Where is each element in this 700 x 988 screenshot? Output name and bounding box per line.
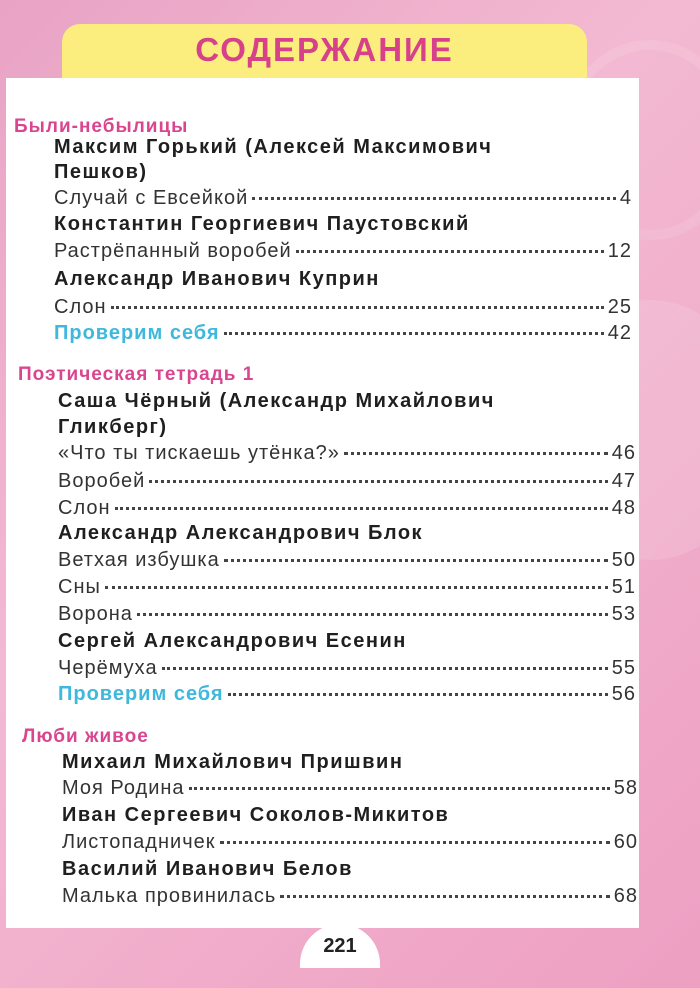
entry-page-number: 53	[611, 603, 636, 625]
dot-leader	[137, 613, 608, 616]
entry-title: Слон	[58, 497, 111, 519]
author-name: Константин Георгиевич Паустовский	[54, 213, 470, 235]
toc-entry[interactable]	[54, 296, 632, 319]
dot-leader	[105, 586, 608, 589]
page-title: СОДЕРЖАНИЕ	[195, 31, 454, 68]
entry-title: Малька провинилась	[62, 885, 277, 907]
toc-entry[interactable]	[62, 831, 638, 854]
dot-leader	[189, 787, 610, 790]
author-name: Иван Сергеевич Соколов-Микитов	[62, 804, 450, 826]
toc-entry[interactable]	[58, 470, 636, 493]
entry-title: Воробей	[58, 470, 146, 492]
dot-leader	[115, 507, 608, 510]
entry-page-number: 55	[611, 657, 636, 679]
toc-entry[interactable]	[58, 603, 636, 626]
entry-title: «Что ты тискаешь утёнка?»	[58, 442, 340, 464]
entry-page-number: 60	[613, 831, 638, 853]
entry-page-number: 51	[611, 576, 636, 598]
entry-page-number: 58	[613, 777, 638, 799]
entry-title: Слон	[54, 296, 107, 318]
author-name: Максим Горький (Алексей Максимович	[54, 136, 493, 158]
entry-page-number: 50	[611, 549, 636, 571]
entry-title: Сны	[58, 576, 101, 598]
entry-title: Проверим себя	[58, 683, 224, 705]
toc-entry[interactable]	[58, 576, 636, 599]
entry-title: Листопадничек	[62, 831, 216, 853]
toc-entry[interactable]	[54, 187, 632, 210]
section-heading: Люби живое	[22, 726, 149, 747]
dot-leader	[162, 667, 608, 670]
entry-title: Черёмуха	[58, 657, 158, 679]
toc-entry[interactable]	[58, 549, 636, 572]
dot-leader	[296, 250, 604, 253]
dot-leader	[220, 841, 610, 844]
author-name: Александр Иванович Куприн	[54, 268, 380, 290]
section-heading: Поэтическая тетрадь 1	[18, 364, 255, 385]
dot-leader	[224, 332, 604, 335]
entry-page-number: 12	[607, 240, 632, 262]
entry-page-number: 68	[613, 885, 638, 907]
toc-entry[interactable]	[58, 657, 636, 680]
author-name: Василий Иванович Белов	[62, 858, 353, 880]
check-yourself-entry[interactable]	[58, 683, 636, 706]
entry-title: Растрёпанный воробей	[54, 240, 292, 262]
dot-leader	[224, 559, 608, 562]
dot-leader	[228, 693, 608, 696]
toc-entry[interactable]	[58, 442, 636, 465]
dot-leader	[252, 197, 616, 200]
author-name: Гликберг)	[58, 416, 168, 438]
toc-entry[interactable]	[54, 240, 632, 263]
dot-leader	[149, 480, 608, 483]
entry-page-number: 48	[611, 497, 636, 519]
entry-title: Моя Родина	[62, 777, 185, 799]
entry-page-number: 47	[611, 470, 636, 492]
entry-title: Ворона	[58, 603, 133, 625]
author-name: Сергей Александрович Есенин	[58, 630, 407, 652]
entry-page-number: 56	[611, 683, 636, 705]
toc-entry[interactable]	[62, 777, 638, 800]
entry-page-number: 4	[619, 187, 632, 209]
entry-page-number: 25	[607, 296, 632, 318]
entry-title: Случай с Евсейкой	[54, 187, 249, 209]
author-name: Саша Чёрный (Александр Михайлович	[58, 390, 495, 412]
dot-leader	[280, 895, 609, 898]
toc-entry[interactable]	[58, 497, 636, 520]
dot-leader	[344, 452, 608, 455]
section-heading: Были-небылицы	[14, 116, 189, 137]
entry-page-number: 46	[611, 442, 636, 464]
author-name: Александр Александрович Блок	[58, 522, 424, 544]
author-name: Михаил Михайлович Пришвин	[62, 751, 404, 773]
author-name: Пешков)	[54, 161, 148, 183]
page-number: 221	[300, 924, 380, 968]
toc-entry[interactable]	[62, 885, 638, 908]
entry-page-number: 42	[607, 322, 632, 344]
check-yourself-entry[interactable]	[54, 322, 632, 345]
dot-leader	[111, 306, 604, 309]
entry-title: Ветхая избушка	[58, 549, 220, 571]
entry-title: Проверим себя	[54, 322, 220, 344]
